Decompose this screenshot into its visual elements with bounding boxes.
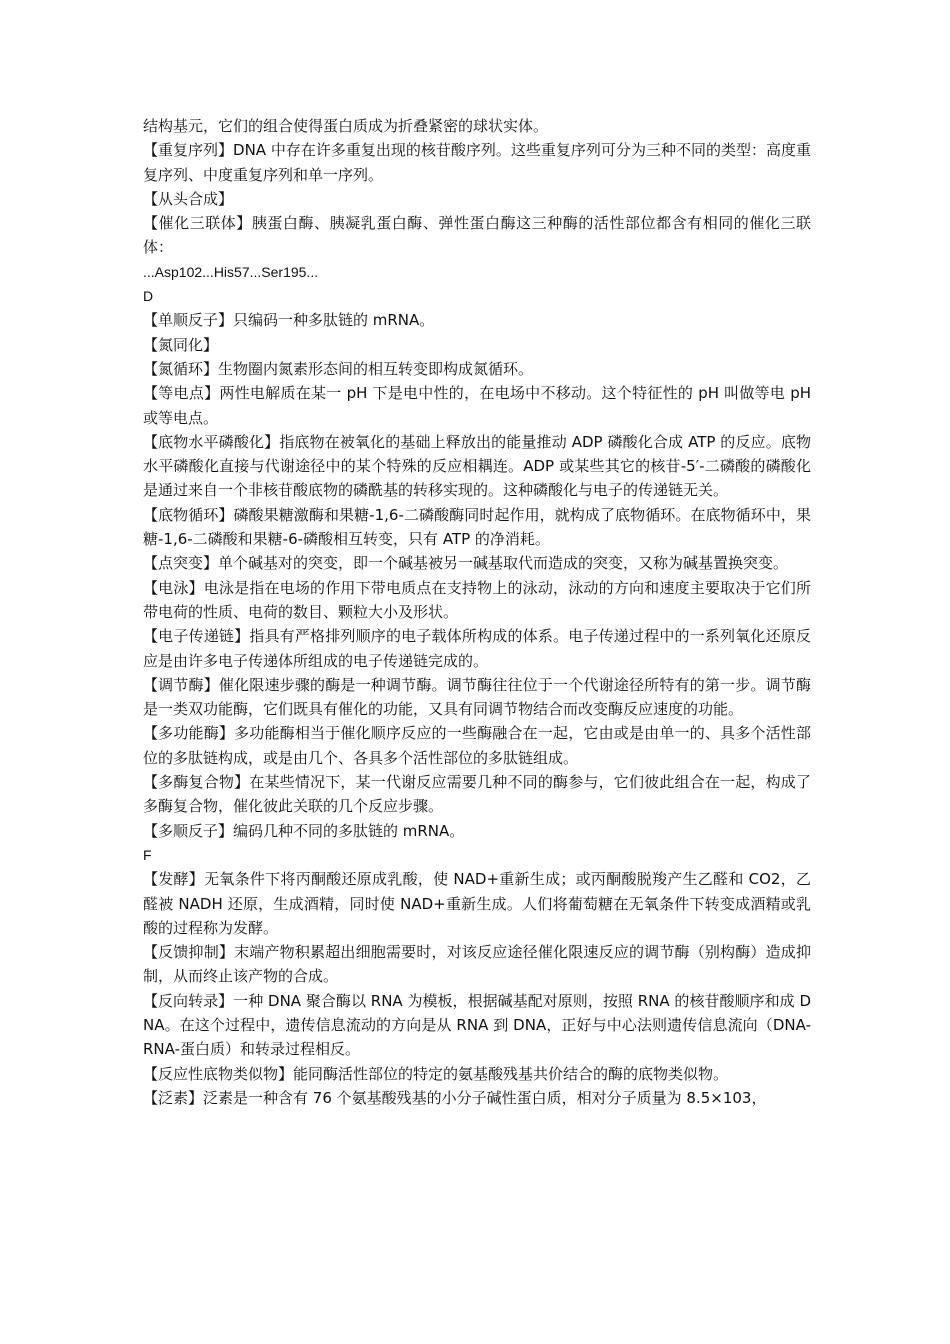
paragraph-multifunctional-enzyme: 【多功能酶】多功能酶相当于催化顺序反应的一些酶融合在一起，它由或是由单一的、具多个活性部位的多肽链构成，或是由几个、各具多个活性部位的多肽链组成。 [143,724,811,767]
paragraph-polycistron: 【多顺反子】编码几种不同的多肽链的 mRNA。 [143,821,465,840]
paragraph-nitrogen-assimilation: 【氮同化】 [143,335,219,354]
paragraph-monocistron: 【单顺反子】只编码一种多肽链的 mRNA。 [143,311,435,330]
paragraph-ubiquitin: 【泛素】泛素是一种含有 76 个氨基酸残基的小分子碱性蛋白质，相对分子质量为 8.5×103， [143,1088,767,1107]
paragraph-point-mutation: 【点突变】单个碱基对的突变，即一个碱基被另一碱基取代而造成的突变，又称为碱基置换突变。 [143,554,789,573]
paragraph-electron-transport-chain: 【电子传递链】指具有严格排列顺序的电子载体所构成的体系。电子传递过程中的一系列氧化还原反应是由许多电子传递体所组成的电子传递链完成的。 [143,627,811,670]
paragraph-repetitive-sequence: 【重复序列】DNA 中存在许多重复出现的核苷酸序列。这些重复序列可分为三种不同的类型：高度重复序列、中度重复序列和单一序列。 [143,141,811,184]
paragraph-catalytic-triad: 【催化三联体】胰蛋白酶、胰凝乳蛋白酶、弹性蛋白酶这三种酶的活性部位都含有相同的催化三联体： [143,214,811,257]
section-letter-d: D [143,288,154,305]
paragraph-substrate-level-phosphorylation: 【底物水平磷酸化】指底物在被氧化的基础上释放出的能量推动 ADP 磷酸化合成 ATP 的反应。底物水平磷酸化直接与代谢途径中的某个特殊的反应相耦连。ADP 或某些其它的核苷-5′-二磷酸的磷酸化是通过来自一个非核苷酸底物的磷酰基的转移实现的。这种磷酸化与电子的传递链无关。 [143,432,811,500]
paragraph-structure-unit: 结构基元，它们的组合使得蛋白质成为折叠紧密的球状实体。 [143,117,549,135]
paragraph-regulatory-enzyme: 【调节酶】催化限速步骤的酶是一种调节酶。调节酶往往位于一个代谢途径所特有的第一步。调节酶是一类双功能酶，它们既具有催化的功能，又具有同调节物结合而改变酶反应速度的功能。 [143,675,811,719]
paragraph-reactive-substrate-analog: 【反应性底物类似物】能同酶活性部位的特定的氨基酸残基共价结合的酶的底物类似物。 [143,1064,729,1083]
paragraph-catalytic-triad-residues: ...Asp102...His57...Ser195... [143,263,319,280]
paragraph-fermentation: 【发酵】无氧条件下将丙酮酸还原成乳酸，使 NAD+重新生成；或丙酮酸脱羧产生乙醛和 CO2，乙醛被 NADH 还原，生成酒精，同时使 NAD+重新生成。人们将葡萄糖在无氧条件下转变成酒精或乳酸的过程称为发酵。 [143,870,811,937]
paragraph-nitrogen-cycle: 【氮循环】生物圈内氮素形态间的相互转变即构成氮循环。 [143,359,534,378]
paragraph-feedback-inhibition: 【反馈抑制】末端产物积累超出细胞需要时，对该反应途径催化限速反应的调节酶（别构酶）造成抑制，从而终止该产物的合成。 [143,943,811,986]
paragraph-multienzyme-complex: 【多酶复合物】在某些情况下，某一代谢反应需要几种不同的酶参与，它们彼此组合在一起，构成了多酶复合物，催化彼此关联的几个反应步骤。 [143,773,811,816]
paragraph-isoelectric-point: 【等电点】两性电解质在某一 pH 下是电中性的，在电场中不移动。这个特征性的 pH 叫做等电 pH 或等电点。 [143,384,811,427]
section-letter-f: F [143,846,152,863]
document-page [143,114,811,1110]
paragraph-electrophoresis: 【电泳】电泳是指在电场的作用下带电质点在支持物上的泳动，泳动的方向和速度主要取决于它们所带电荷的性质、电荷的数目、颗粒大小及形状。 [143,578,811,621]
paragraph-reverse-transcription: 【反向转录】一种 DNA 聚合酶以 RNA 为模板，根据碱基配对原则，按照 RNA 的核苷酸顺序和成 DNA。在这个过程中，遗传信息流动的方向是从 RNA 到 DNA，正好与中心法则遗传信息流向（DNA-RNA-蛋白质）和转录过程相反。 [143,991,811,1059]
paragraph-substrate-cycle: 【底物循环】磷酸果糖激酶和果糖-1,6-二磷酸酶同时起作用，就构成了底物循环。在底物循环中，果糖-1,6-二磷酸和果糖-6-磷酸相互转变，只有 ATP 的净消耗。 [143,505,811,549]
paragraph-de-novo-synthesis: 【从头合成】 [143,189,234,208]
